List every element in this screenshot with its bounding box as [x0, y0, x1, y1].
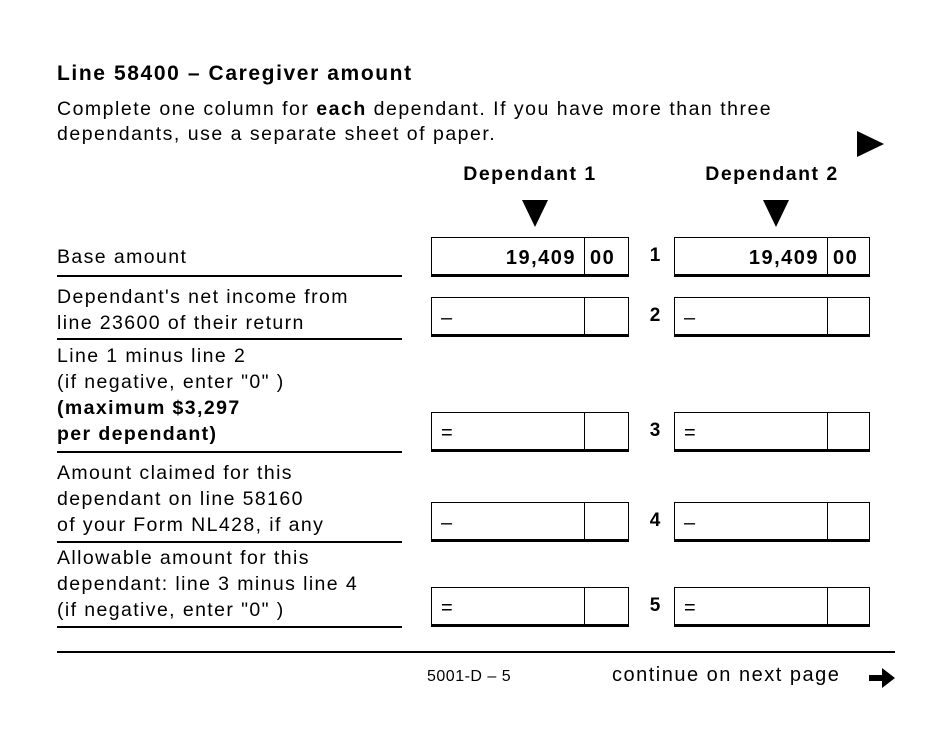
dollars-cell[interactable]: [675, 588, 828, 624]
footer-divider: [57, 651, 895, 653]
row-label-text: (if negative, enter "0" ): [57, 371, 285, 393]
operator-sign: =: [684, 597, 696, 619]
arrow-right-icon: [868, 665, 896, 691]
row-label-text: Base amount: [57, 246, 188, 268]
amount-value: 19,409: [748, 247, 819, 269]
dollars-cell[interactable]: [432, 238, 585, 274]
operator-sign: =: [441, 422, 453, 444]
operator-sign: –: [684, 307, 696, 329]
dependant-1-line-4-field[interactable]: [431, 502, 629, 542]
dollars-cell[interactable]: [675, 503, 828, 539]
row-label-line1-minus-line2: [57, 343, 402, 453]
row-label-text: Line 1 minus line 2: [57, 345, 247, 367]
row-label-allowable-amount: [57, 545, 402, 628]
dollars-cell[interactable]: [432, 413, 585, 449]
amount-value: 19,409: [505, 247, 576, 269]
line-number: 2: [649, 305, 661, 326]
operator-sign: –: [441, 512, 453, 534]
row-label-text: of your Form NL428, if any: [57, 514, 325, 536]
row-label-amount-claimed: [57, 460, 402, 543]
instructions-text: dependants, use a separate sheet of paper.: [57, 123, 497, 145]
dollars-cell[interactable]: [432, 298, 585, 334]
line-number: 3: [649, 420, 661, 441]
dependant-2-line-2-field[interactable]: [674, 297, 870, 337]
cents-value: 00: [590, 247, 616, 269]
section-title: Line 58400 – Caregiver amount: [57, 62, 413, 85]
dollars-cell[interactable]: [675, 238, 828, 274]
line-number: 4: [649, 510, 661, 531]
dependant-1-line-3-field[interactable]: [431, 412, 629, 452]
dependant-2-line-4-field[interactable]: [674, 502, 870, 542]
dollars-cell[interactable]: [675, 298, 828, 334]
dollars-cell[interactable]: [432, 503, 585, 539]
dependant-1-line-5-field[interactable]: [431, 587, 629, 627]
operator-sign: –: [684, 512, 696, 534]
dependant-1-line-1-field[interactable]: [431, 237, 629, 277]
row-label-text: dependant: line 3 minus line 4: [57, 573, 359, 595]
row-label-text: line 23600 of their return: [57, 312, 305, 334]
row-label-text: Dependant's net income from: [57, 286, 349, 308]
line-number: 5: [649, 595, 661, 616]
row-label-net-income: [57, 284, 402, 340]
continue-note: continue on next page: [612, 664, 841, 686]
instructions-text: dependant. If you have more than three: [366, 98, 773, 120]
dollars-cell[interactable]: [432, 588, 585, 624]
operator-sign: –: [441, 307, 453, 329]
row-label-base-amount: [57, 244, 402, 277]
row-label-text: (if negative, enter "0" ): [57, 599, 285, 621]
row-label-maximum: (maximum $3,297: [57, 397, 241, 419]
dollars-cell[interactable]: [675, 413, 828, 449]
triangle-down-icon: [522, 200, 548, 227]
cents-value: 00: [833, 247, 859, 269]
row-label-text: Amount claimed for this: [57, 462, 293, 484]
column-header-dependant-1: Dependant 1: [463, 163, 597, 185]
operator-sign: =: [441, 597, 453, 619]
dependant-2-line-3-field[interactable]: [674, 412, 870, 452]
instructions-emphasis: each: [316, 98, 367, 120]
form-page-id: 5001-D – 5: [427, 668, 512, 685]
instructions: [57, 97, 772, 147]
operator-sign: =: [684, 422, 696, 444]
column-header-dependant-2: Dependant 2: [705, 163, 839, 185]
dependant-1-line-2-field[interactable]: [431, 297, 629, 337]
triangle-right-icon: [857, 131, 884, 157]
row-label-text: Allowable amount for this: [57, 547, 310, 569]
triangle-down-icon: [763, 200, 789, 227]
row-label-text: dependant on line 58160: [57, 488, 304, 510]
row-label-maximum: per dependant): [57, 423, 218, 445]
dependant-2-line-5-field[interactable]: [674, 587, 870, 627]
line-number: 1: [649, 245, 661, 266]
dependant-2-line-1-field[interactable]: [674, 237, 870, 277]
instructions-text: Complete one column for: [57, 98, 317, 120]
